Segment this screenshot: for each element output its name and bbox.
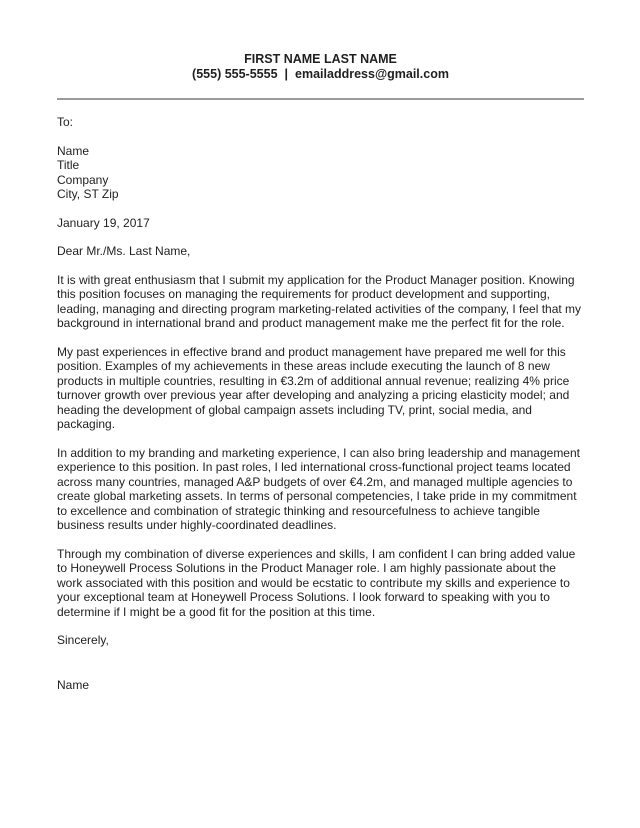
sender-contact-line [57,67,584,82]
body-paragraph-2: My past experiences in effective brand and product management have prepared me well for this position. Examples of my achievements in these areas include executing the launch of 8 new products in multiple countries, resulting in €3.2m of additional annual revenue; realizing 4% price turnover growth over previous year after developing and analyzing a pricing elasticity model; and heading the development of global campaign assets including TV, print, social media, and packaging. [57,344,570,431]
sender-phone: (555) 555-5555 [192,67,278,81]
sender-email: emailaddress@gmail.com [295,67,449,81]
letter-date: January 19, 2017 [57,215,150,230]
recipient-block [57,144,584,202]
letter-header [57,52,584,82]
recipient-title: Title [57,158,80,172]
header-divider [57,98,584,100]
recipient-company: Company [57,172,109,187]
body-paragraph-3: In addition to my branding and marketing experience, I can also bring leadership and management experience to this position. In past roles, I led international cross-functional project teams located across many countries, managed A&P budgets of over €4.2m, and managed multiple agencies to create global marketing assets. In terms of personal competencies, I take pride in my commitment to excellence and combination of strategic thinking and resourcefulness to achieve tangible business results under highly-coordinated deadlines. [57,445,580,532]
recipient-name: Name [57,143,90,158]
closing: Sincerely, [57,633,109,647]
signature-name: Name [57,677,90,692]
to-label: To: [57,115,74,129]
sender-name: FIRST NAME LAST NAME [244,52,397,66]
contact-separator: | [284,67,289,81]
body-paragraph-4: Through my combination of diverse experiences and skills, I am confident I can bring added value to Honeywell Process Solutions in the Product Manager role. I am highly passionate about the work associated with this position and would be ecstatic to contribute my skills and experience to your exceptional team at Honeywell Process Solutions. I look forward to speaking with you to determine if I might be a good fit for the position at this time. [57,546,576,619]
body-paragraph-1: It is with great enthusiasm that I submit my application for the Product Manager position. Knowing this position focuses on managing the requirements for product development and supporting, leading, managing and directing program marketing-related activities of the company, I feel that my background in international brand and product management make me the perfect fit for the role. [57,272,582,330]
salutation: Dear Mr./Ms. Last Name, [57,244,191,258]
recipient-city-state-zip: City, ST Zip [57,187,119,201]
